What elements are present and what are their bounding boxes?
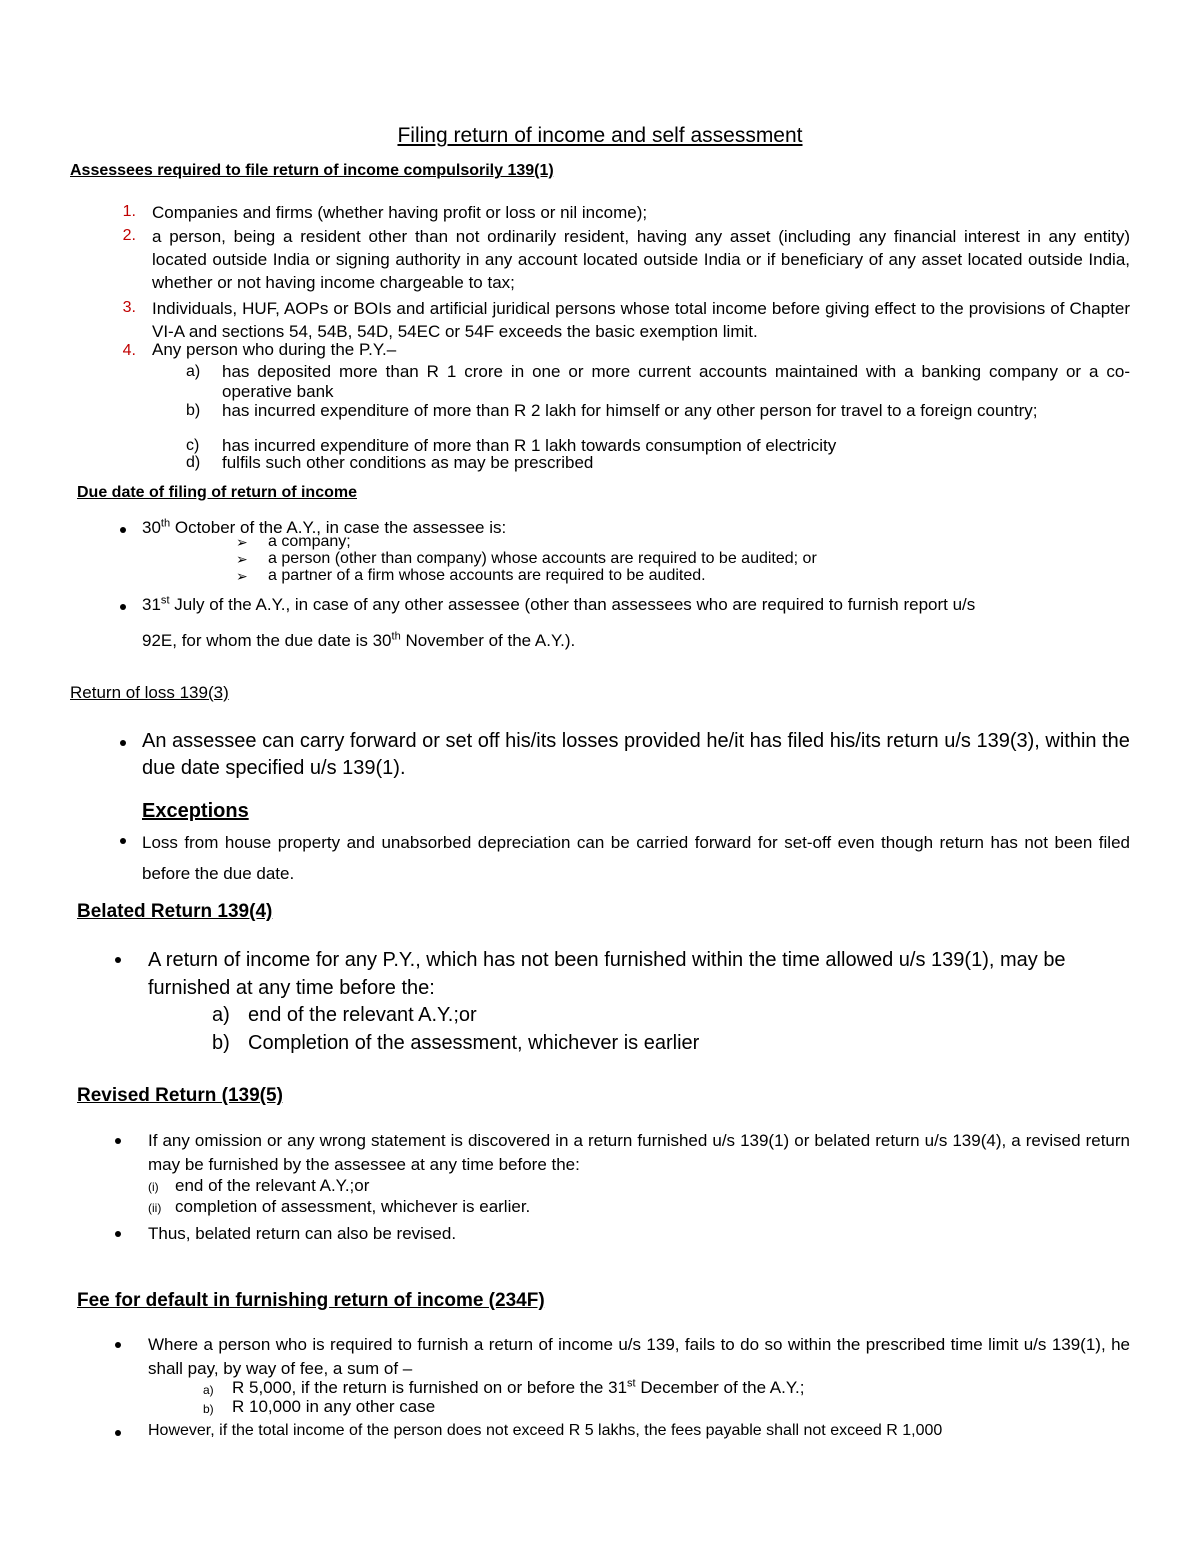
due-date-bullet-2: 31st July of the A.Y., in case of any other assessee (other than assessees who are required to furnish report u/s bbox=[142, 594, 976, 614]
due-date-bullet-1: 30th October of the A.Y., in case the assessee is: bbox=[142, 517, 507, 537]
revised-bullet: If any omission or any wrong statement is discovered in a return furnished u/s 139(1) or belated return u/s 139(4), a revised return may be furnished by the assessee at any time before the: bbox=[148, 1131, 1130, 1174]
due-date-heading: Due date of filing of return of income bbox=[77, 484, 357, 501]
bullet-icon bbox=[120, 604, 126, 610]
sub-list-item: has incurred expenditure of more than R 2 lakh for himself or any other person for travel to a foreign country; bbox=[222, 401, 1038, 420]
item-number: 4. bbox=[122, 342, 136, 359]
loss-bullet: An assessee can carry forward or set off his/its losses provided he/it has filed his/its return u/s 139(3), within the due date specified u/s 139(1). bbox=[142, 730, 1130, 779]
item-number: 3. bbox=[122, 299, 136, 316]
sub-item-label: d) bbox=[186, 454, 201, 471]
bullet-icon bbox=[115, 957, 121, 963]
belated-item: end of the relevant A.Y.;or bbox=[248, 1004, 477, 1026]
bullet-icon bbox=[115, 1430, 121, 1436]
bullet-icon bbox=[120, 740, 126, 746]
fee-item-label: b) bbox=[203, 1402, 214, 1416]
list-item: a person, being a resident other than not ordinarily resident, having any asset (including any financial interest in any entity) located outside India or signing authority in any account located outside India or if beneficiary of any asset located outside India, whether or not having income chargeable to tax; bbox=[152, 227, 1130, 292]
revised-item-label: (i) bbox=[148, 1180, 159, 1194]
list-item: Any person who during the P.Y.– bbox=[152, 340, 397, 359]
fee-item: R 10,000 in any other case bbox=[232, 1397, 436, 1416]
arrow-bullet-icon: ➢ bbox=[236, 534, 248, 550]
item-number: 1. bbox=[122, 203, 136, 220]
bullet-icon bbox=[120, 527, 126, 533]
arrow-bullet-icon: ➢ bbox=[236, 551, 248, 567]
belated-item-label: b) bbox=[212, 1032, 230, 1054]
bullet-icon bbox=[120, 838, 126, 844]
due-date-bullet-2-line2: 92E, for whom the due date is 30th November of the A.Y.). bbox=[142, 630, 576, 650]
sub-item-label: c) bbox=[186, 437, 200, 454]
arrow-item: a person (other than company) whose accounts are required to be audited; or bbox=[268, 550, 817, 567]
fee-heading: Fee for default in furnishing return of income (234F) bbox=[77, 1290, 545, 1311]
sub-list-item: has incurred expenditure of more than R 1 lakh towards consumption of electricity bbox=[222, 436, 837, 455]
sub-list-item: fulfils such other conditions as may be prescribed bbox=[222, 453, 594, 472]
list-item: Individuals, HUF, AOPs or BOIs and artificial juridical persons whose total income before giving effect to the provisions of Chapter VI-A and sections 54, 54B, 54D, 54EC or 54F exceeds the basic exemption limit. bbox=[152, 299, 1130, 341]
page-title: Filing return of income and self assessment bbox=[397, 124, 803, 147]
arrow-item: a partner of a firm whose accounts are required to be audited. bbox=[268, 567, 706, 584]
revised-item: completion of assessment, whichever is earlier. bbox=[175, 1197, 531, 1216]
belated-item: Completion of the assessment, whichever is earlier bbox=[248, 1032, 700, 1054]
fee-bullet-2: However, if the total income of the person does not exceed R 5 lakhs, the fees payable shall not exceed R 1,000 bbox=[148, 1422, 943, 1439]
bullet-icon bbox=[115, 1138, 121, 1144]
exception-bullet: Loss from house property and unabsorbed depreciation can be carried forward for set-off even though return has not been filed before the due date. bbox=[142, 833, 1130, 883]
list-item: Companies and firms (whether having profit or loss or nil income); bbox=[152, 203, 648, 222]
arrow-item: a company; bbox=[268, 533, 351, 550]
revised-item: end of the relevant A.Y.;or bbox=[175, 1176, 370, 1195]
revised-item-label: (ii) bbox=[148, 1201, 162, 1215]
belated-heading: Belated Return 139(4) bbox=[77, 901, 273, 922]
revised-bullet-2: Thus, belated return can also be revised. bbox=[148, 1224, 457, 1243]
exceptions-heading: Exceptions bbox=[142, 800, 249, 822]
arrow-bullet-icon: ➢ bbox=[236, 568, 248, 584]
compulsory-heading: Assessees required to file return of income compulsorily 139(1) bbox=[70, 162, 554, 179]
fee-bullet: Where a person who is required to furnish a return of income u/s 139, fails to do so within the prescribed time limit u/s 139(1), he shall pay, by way of fee, a sum of – bbox=[148, 1335, 1130, 1378]
loss-heading: Return of loss 139(3) bbox=[70, 683, 229, 702]
belated-bullet: A return of income for any P.Y., which has not been furnished within the time allowed u/s 139(1), may be furnished at any time before the: bbox=[148, 949, 1066, 999]
fee-item-label: a) bbox=[203, 1383, 214, 1397]
bullet-icon bbox=[115, 1231, 121, 1237]
revised-heading: Revised Return (139(5) bbox=[77, 1085, 283, 1106]
item-number: 2. bbox=[122, 227, 136, 244]
sub-item-label: a) bbox=[186, 363, 201, 380]
sub-item-label: b) bbox=[186, 402, 201, 419]
belated-item-label: a) bbox=[212, 1004, 230, 1026]
sub-list-item: has deposited more than R 1 crore in one or more current accounts maintained with a banking company or a co- operative bank bbox=[222, 362, 1130, 401]
bullet-icon bbox=[115, 1342, 121, 1348]
fee-item: R 5,000, if the return is furnished on or before the 31st December of the A.Y.; bbox=[232, 1377, 805, 1397]
